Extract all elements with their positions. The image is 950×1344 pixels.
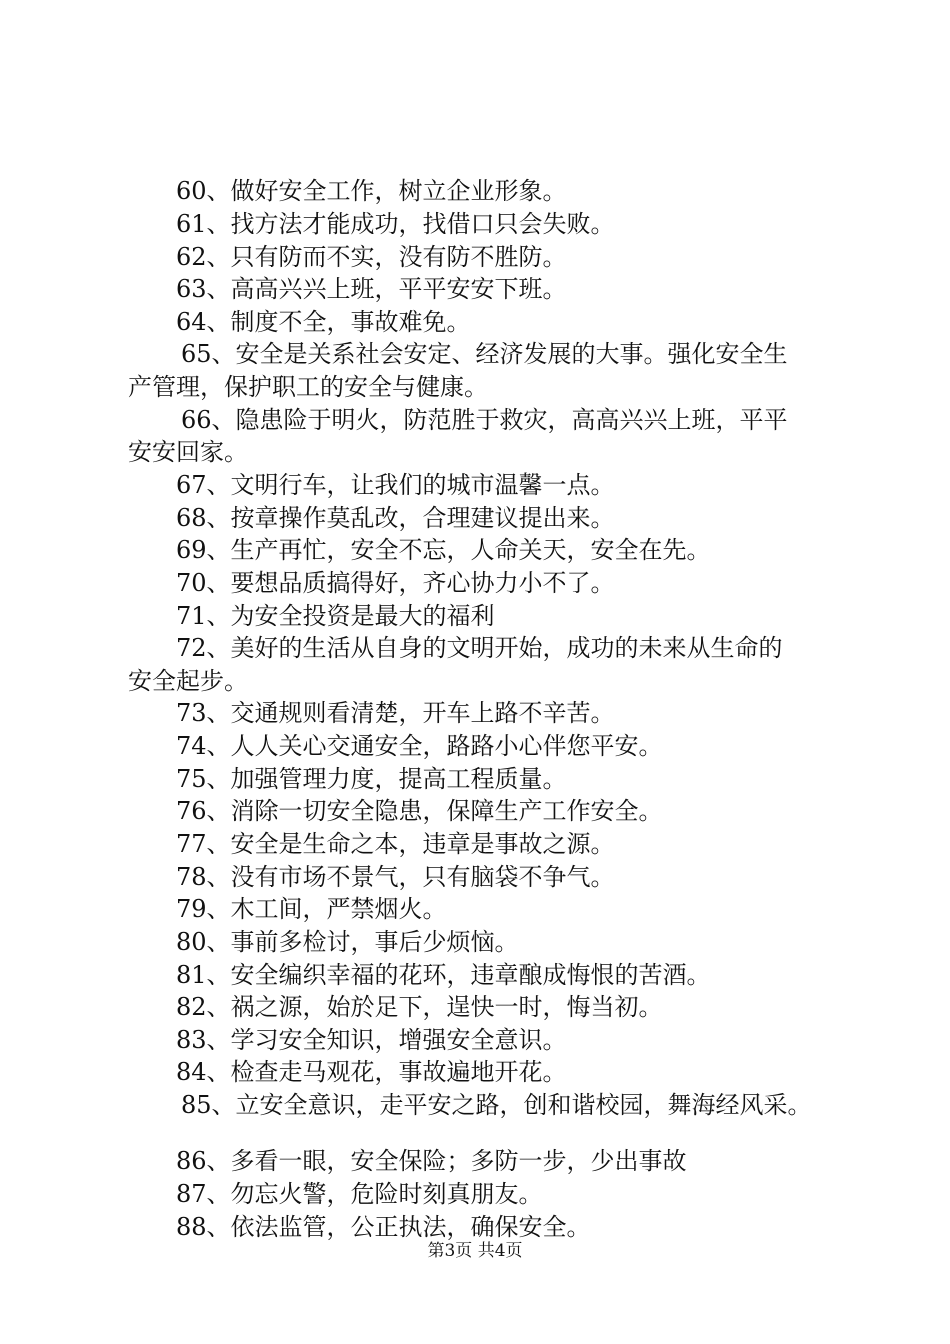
text-line: 87、勿忘火警，危险时刻真朋友。 [176, 1180, 543, 1208]
text-line: 产管理，保护职工的安全与健康。 [128, 373, 488, 401]
text-line: 73、交通规则看清楚，开车上路不辛苦。 [176, 699, 615, 727]
text-line: 78、没有市场不景气，只有脑袋不争气。 [176, 863, 615, 891]
text-line: 60、做好安全工作，树立企业形象。 [176, 177, 567, 205]
page-number: 第3页 共4页 [427, 1241, 523, 1261]
text-line: 74、人人关心交通安全，路路小心伴您平安。 [176, 732, 663, 760]
text-line: 69、生产再忙，安全不忘，人命关天，安全在先。 [176, 536, 711, 564]
text-line: 77、安全是生命之本，违章是事故之源。 [176, 830, 615, 858]
text-line: 67、文明行车，让我们的城市温馨一点。 [176, 471, 615, 499]
text-line: 61、找方法才能成功，找借口只会失败。 [176, 210, 615, 238]
text-line: 71、为安全投资是最大的福利 [176, 602, 495, 630]
text-line: 80、事前多检讨，事后少烦恼。 [176, 928, 519, 956]
text-line: 75、加强管理力度，提高工程质量。 [176, 765, 567, 793]
text-line: 76、消除一切安全隐患，保障生产工作安全。 [176, 797, 663, 825]
page-footer [0, 1240, 950, 1262]
text-line: 65、安全是关系社会安定、经济发展的大事。强化安全生 [181, 340, 788, 368]
text-line: 81、安全编织幸福的花环，违章酿成悔恨的苦酒。 [176, 961, 711, 989]
text-line: 88、依法监管，公正执法，确保安全。 [176, 1213, 591, 1241]
text-line: 79、木工间，严禁烟火。 [176, 895, 447, 923]
text-line: 72、美好的生活从自身的文明开始，成功的未来从生命的 [176, 634, 783, 662]
text-line: 86、多看一眼，安全保险；多防一步，少出事故 [176, 1147, 687, 1175]
text-line: 62、只有防而不实，没有防不胜防。 [176, 243, 567, 271]
text-line: 安安回家。 [128, 438, 248, 466]
text-line: 82、祸之源，始於足下，逞快一时，悔当初。 [176, 993, 663, 1021]
text-line: 64、制度不全，事故难免。 [176, 308, 471, 336]
text-line: 66、隐患险于明火，防范胜于救灾，高高兴兴上班，平平 [181, 406, 788, 434]
text-line: 68、按章操作莫乱改，合理建议提出来。 [176, 504, 615, 532]
text-line: 63、高高兴兴上班，平平安安下班。 [176, 275, 567, 303]
text-line: 70、要想品质搞得好，齐心协力小不了。 [176, 569, 615, 597]
text-line: 84、检查走马观花，事故遍地开花。 [176, 1058, 567, 1086]
text-line: 83、学习安全知识，增强安全意识。 [176, 1026, 567, 1054]
text-line: 85、立安全意识，走平安之路，创和谐校园，舞海经风采。 [181, 1091, 812, 1119]
text-line: 安全起步。 [128, 667, 248, 695]
